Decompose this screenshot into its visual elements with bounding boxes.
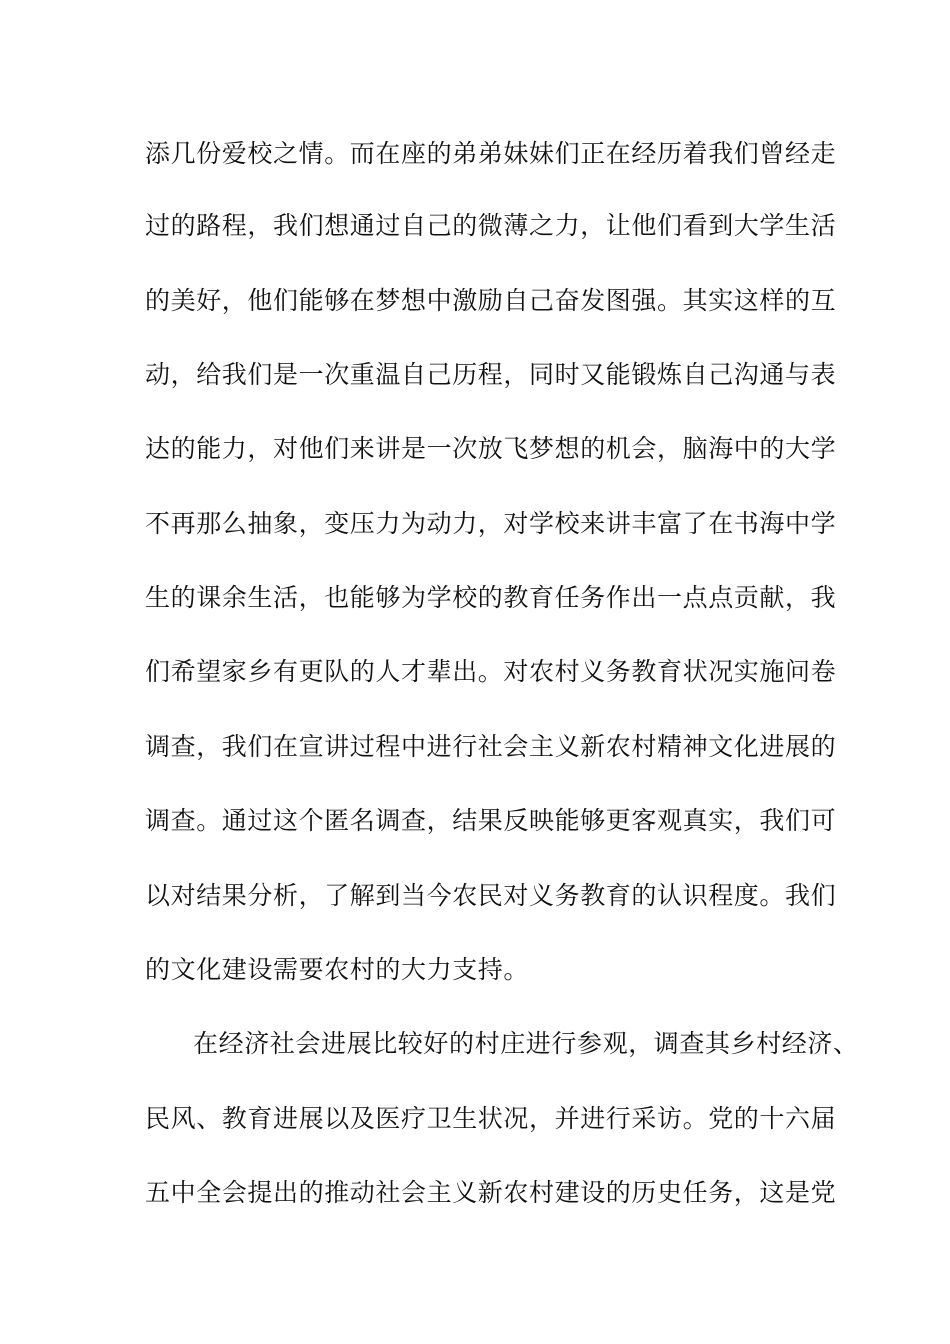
text-line: 添几份爱校之情。而在座的弟弟妹妹们正在经历着我们曾经走 bbox=[145, 139, 837, 168]
text-line: 以对结果分析，了解到当今农民对义务教育的认识程度。我们 bbox=[145, 881, 837, 910]
text-line: 民风、教育进展以及医疗卫生状况，并进行采访。党的十六届 bbox=[145, 1104, 837, 1133]
text-line: 五中全会提出的推动社会主义新农村建设的历史任务，这是党 bbox=[145, 1178, 837, 1207]
text-line: 达的能力，对他们来讲是一次放飞梦想的机会，脑海中的大学 bbox=[145, 434, 837, 463]
text-line: 不再那么抽象，变压力为动力，对学校来讲丰富了在书海中学 bbox=[145, 509, 837, 538]
text-line: 的美好，他们能够在梦想中激励自己奋发图强。其实这样的互 bbox=[145, 286, 837, 315]
text-line: 动，给我们是一次重温自己历程，同时又能锻炼自己沟通与表 bbox=[145, 360, 837, 389]
paragraph-first-line: 在经济社会进展比较好的村庄进行参观，调查其乡村经济、 bbox=[193, 1029, 859, 1058]
text-line: 们希望家乡有更队的人才辈出。对农村义务教育状况实施问卷 bbox=[145, 657, 837, 686]
text-line: 过的路程，我们想通过自己的微薄之力，让他们看到大学生活 bbox=[145, 211, 837, 240]
text-line: 调查。通过这个匿名调查，结果反映能够更客观真实，我们可 bbox=[145, 806, 837, 835]
text-line: 生的课余生活，也能够为学校的教育任务作出一点点贡献，我 bbox=[145, 583, 837, 612]
text-line: 的文化建设需要农村的大力支持。 bbox=[145, 955, 530, 984]
text-line: 调查，我们在宣讲过程中进行社会主义新农村精神文化进展的 bbox=[145, 732, 837, 761]
